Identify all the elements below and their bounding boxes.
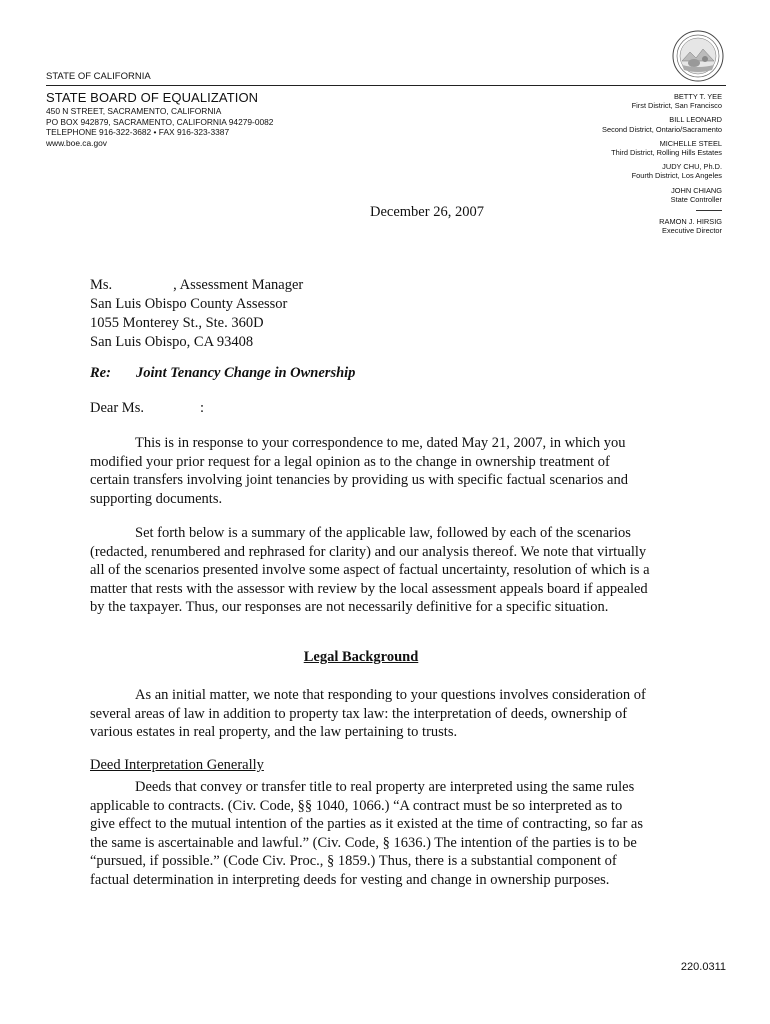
executive-director (522, 217, 722, 235)
paragraph-text: Set forth below is a summary of the applicable law, followed by each of the scenarios (redacted, renumbered and rephrased for clarity) and our analysis thereof. We note that virtually all of the scenarios presented involve some aspect of factual uncertainty, resolution of which is a matter that rests with the assessor with review by the local assessment appeals board if appealed by the taxpayer. Thus, our responses are not necessarily definitive for a specific situation. (90, 525, 650, 616)
header-divider (46, 85, 726, 86)
subject-label: Re: (90, 365, 111, 381)
salutation-suffix: : (199, 400, 204, 416)
officers-divider (696, 210, 722, 211)
member-name: BETTY T. YEE (673, 92, 722, 101)
recipient-honorific: Ms. (90, 277, 113, 293)
member-title: Second District, Ontario/Sacramento (602, 124, 722, 134)
recipient-office: San Luis Obispo County Assessor (90, 296, 288, 312)
member-title: Third District, Rolling Hills Estates (611, 148, 722, 158)
subject-text: Joint Tenancy Change in Ownership (136, 365, 356, 381)
letter-date: December 26, 2007 (370, 204, 484, 220)
board-member (522, 139, 722, 157)
recipient-role: , Assessment Manager (173, 277, 304, 293)
paragraph-text: As an initial matter, we note that responding to your questions involves consideration of several areas of law in addition to property tax law: the interpretation of deeds, ownership of various estates in real property, and the law pertaining to trusts. (90, 687, 646, 741)
body-paragraph (90, 778, 650, 890)
page-code: 220.0311 (680, 961, 726, 973)
executive-name: RAMON J. HIRSIG (659, 217, 722, 227)
website-link[interactable]: www.boe.ca.gov (46, 137, 107, 148)
board-member (522, 92, 722, 110)
board-name: STATE BOARD OF EQUALIZATION (46, 90, 259, 105)
subject-line (90, 365, 355, 382)
board-member (522, 162, 722, 180)
executive-title: Executive Director (662, 226, 722, 236)
board-member (522, 115, 722, 133)
salutation (90, 400, 204, 417)
subsection-heading: Deed Interpretation Generally (90, 757, 264, 773)
member-title: Fourth District, Los Angeles (631, 171, 722, 181)
member-title: State Controller (670, 194, 722, 204)
member-name: MICHELLE STEEL (659, 138, 722, 148)
address-line: 450 N STREET, SACRAMENTO, CALIFORNIA (46, 106, 222, 116)
body-paragraph (90, 524, 650, 617)
board-member (522, 186, 722, 204)
paragraph-text: This is in response to your correspondence to me, dated May 21, 2007, in which you modified your prior request for a legal opinion as to the change in ownership treatment of certain transfers involving joint tenancies by providing us with specific factual scenarios and supporting documents. (90, 435, 628, 507)
address-line: PO BOX 942879, SACRAMENTO, CALIFORNIA 94279-0082 (46, 116, 274, 127)
recipient-line (90, 276, 303, 295)
telephone-fax-line: TELEPHONE 916-322-3682 • FAX 916-323-3387 (46, 127, 230, 138)
section-heading: Legal Background (303, 649, 419, 665)
state-name: STATE OF CALIFORNIA (46, 71, 151, 82)
member-name: JOHN CHIANG (671, 185, 722, 195)
board-address (46, 106, 273, 148)
board-members-list (522, 92, 722, 240)
body-paragraph (90, 434, 650, 508)
member-title: First District, San Francisco (631, 101, 722, 111)
member-name: JUDY CHU, Ph.D. (662, 162, 722, 172)
recipient-address (90, 276, 303, 352)
paragraph-text: Deeds that convey or transfer title to real property are interpreted using the same rules applicable to contracts. (Civ. Code, §§ 1040, 1066.) “A contract must be so interpreted as to give effect to the mutual intention of the parties as it existed at the time of contracting, so far as the same is ascertainable and lawful.” (Civ. Code, § 1636.) The intention of the parties is to be “pursued, if possible.” (Code Civ. Proc., § 1859.) Thus, there is a substantial component of factual determination in interpreting deeds for vesting and change in ownership purposes. (90, 779, 643, 888)
recipient-street: 1055 Monterey St., Ste. 360D (90, 315, 264, 331)
salutation-prefix: Dear Ms. (90, 400, 144, 416)
state-seal-icon (672, 30, 724, 82)
member-name: BILL LEONARD (669, 115, 722, 125)
recipient-city: San Luis Obispo, CA 93408 (90, 334, 254, 350)
body-paragraph (90, 686, 650, 742)
